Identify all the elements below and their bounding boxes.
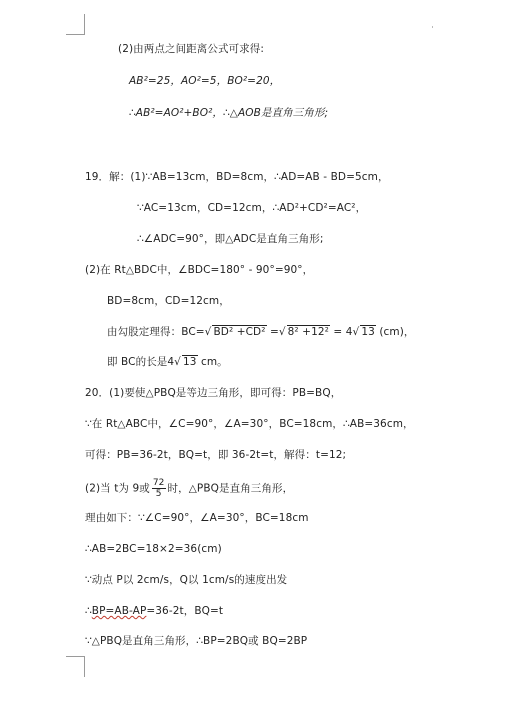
text-line: BD=8cm，CD=12cm， [107, 295, 230, 307]
text-span: ∴ [85, 605, 92, 617]
radical-symbol: √ [204, 326, 212, 338]
page-corner-mark-top [66, 14, 85, 35]
text-line: ∴∠ADC=90°，即△ADC是直角三角形; [137, 233, 324, 245]
formula-line [107, 325, 415, 339]
text-span: = 4 [329, 326, 353, 338]
text-line: ∴AB²=AO²+BO²，∴△AOB是直角三角形; [129, 107, 329, 119]
text-line: (2)在 Rt△BDC中，∠BDC=180° - 90°=90°， [85, 264, 314, 276]
formula-line [107, 355, 228, 369]
text-line: ∵AC=13cm，CD=12cm，∴AD²+CD²=AC²， [137, 202, 367, 214]
text-span: cm。 [197, 356, 228, 368]
radical-symbol: √ [278, 326, 286, 338]
radicand: 13 [182, 356, 197, 368]
text-line: 理由如下：∵∠C=90°，∠A=30°，BC=18cm [85, 512, 309, 524]
text-line: ∵动点 P以 2cm/s，Q以 1cm/s的速度出发 [85, 574, 288, 586]
text-span: 即 BC的长是4 [107, 356, 175, 368]
radical-symbol: √ [352, 326, 360, 338]
text-span: 由勾股定理得：BC= [107, 326, 205, 338]
radical-symbol: √ [174, 356, 181, 368]
text-line: ∵△PBQ是直角三角形，∴BP=2BQ或 BQ=2BP [85, 635, 308, 647]
radicand: BD² +CD² [213, 326, 266, 338]
text-line: 20．(1)要使△PBQ是等边三角形，即可得：PB=BQ， [85, 387, 342, 399]
text-line: 可得：PB=36-2t，BQ=t，即 36-2t=t，解得：t=12; [85, 449, 347, 461]
text-span: (cm)， [375, 326, 415, 338]
page-dot-mark [432, 26, 433, 28]
page-corner-mark-bottom [66, 656, 85, 677]
fraction [152, 478, 166, 499]
text-span: 时，△PBQ是直角三角形， [167, 482, 294, 495]
text-span: =36-2t，BQ=t [146, 605, 224, 617]
text-span: (2)当 t为 9或 [85, 482, 150, 495]
text-line: (2)由两点之间距离公式可求得: [118, 43, 265, 55]
fraction-numerator: 72 [152, 478, 165, 488]
text-line: 19．解：(1)∵AB=13cm，BD=8cm，∴AD=AB - BD=5cm， [85, 171, 389, 183]
radicand: 8² +12² [287, 326, 329, 338]
text-line: AB²=25，AO²=5，BO²=20， [129, 75, 281, 87]
fraction-denominator: 5 [155, 489, 162, 499]
text-span: = [266, 326, 279, 338]
text-line: ∴AB=2BC=18×2=36(cm) [85, 543, 222, 555]
spellcheck-underlined-text: BP=AB-AP [91, 605, 147, 617]
radicand: 13 [361, 326, 375, 338]
formula-line [85, 478, 293, 499]
formula-line [85, 604, 223, 618]
text-line: ∵在 Rt△ABC中，∠C=90°，∠A=30°，BC=18cm，∴AB=36cm， [85, 418, 414, 430]
